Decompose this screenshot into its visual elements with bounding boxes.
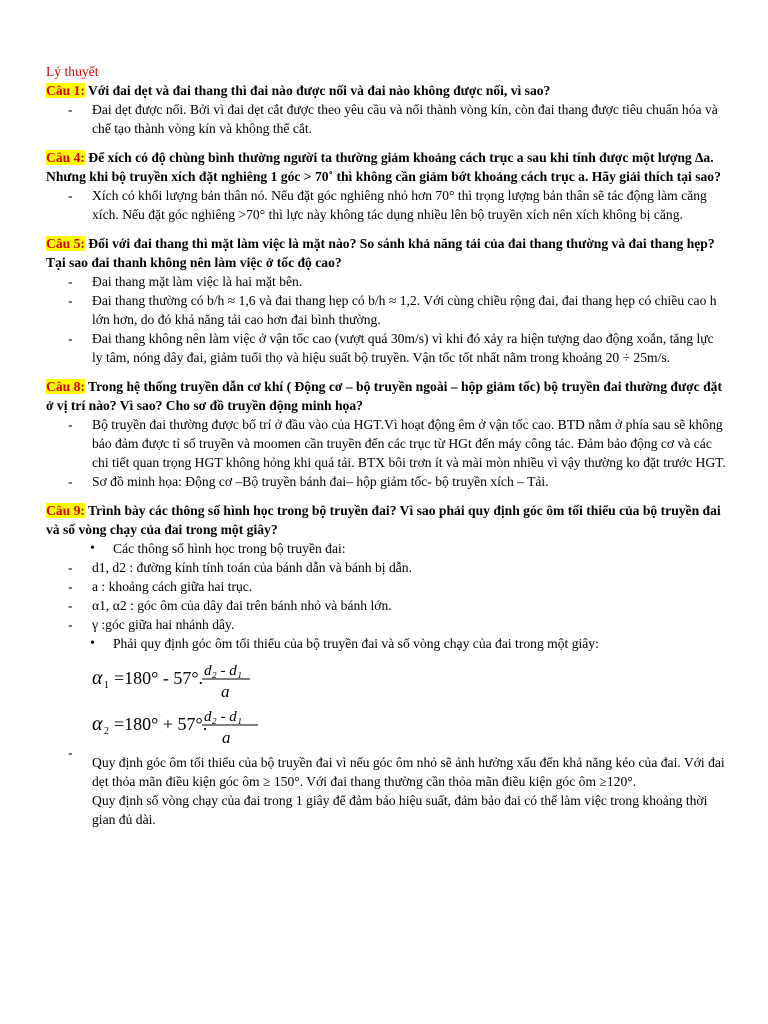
bullet-item: • Các thông số hình học trong bộ truyền đai: [46, 539, 726, 558]
answer-item: - Sơ đồ minh họa: Động cơ –Bộ truyền bánh đai– hộp giảm tốc- bộ truyền xích – Tải. [46, 472, 726, 491]
answer-list [46, 100, 726, 138]
formula-sub: 1 [104, 680, 109, 691]
question-label: Câu 1: [46, 83, 85, 98]
answer-item: - Đai dẹt được nối. Bởi vì đai dẹt cắt được theo yêu cầu và nối thành vòng kín, còn đai thang được tiêu chuẩn hóa và chế tạo thành vòng kín và không thể cắt. [46, 100, 726, 138]
list-dash: - [68, 745, 73, 760]
formula-rhs: =180° + 57°. [114, 714, 208, 734]
answer-item: - α1, α2 : góc ôm của dây đai trên bánh nhỏ và bánh lớn. [46, 596, 726, 615]
question-text: Với đai dẹt và đai thang thì đai nào được nối và đai nào không được nối, vì sao? [84, 83, 551, 98]
formula-numerator: d₂ - d₁ [204, 663, 242, 679]
answer-list-9 [46, 539, 726, 653]
answer-item: - d1, d2 : đường kính tính toán của bánh dẫn và bánh bị dẫn. [46, 558, 726, 577]
formula-denominator: a [222, 728, 231, 747]
formula-2 [92, 709, 258, 747]
formula-1 [92, 663, 250, 701]
questions-container [46, 81, 726, 491]
answer-item: - Bộ truyền đai thường được bố trí ở đầu vào của HGT.Vì hoạt động êm ở vận tốc cao. BTD nằm ở phía sau sẽ không bảo đảm được tỉ số truyền và moomen cần truyền đến các trục từ HGt đến máy công tác. Đảm bảo động cơ và các chi tiết quan trọng HGT không hỏng khi quá tải. BTX bôi trơn ít và mài mòn nhiều vì vậy thường ko đặt trước HGT. [46, 415, 726, 472]
answer-list [46, 272, 726, 367]
formula-sub: 2 [104, 726, 109, 737]
question-9 [46, 501, 726, 539]
formula-numerator: d₂ - d₁ [204, 709, 242, 725]
question-text: Để xích có độ chùng bình thường người ta thường giảm khoảng cách trục a sau khi tính được một lượng ∆a. Nhưng khi bộ truyền xích đặt nghiêng 1 góc > 70˚ thì không cần giảm bớt khoảng cách trục a. Hãy giải thích tại sao? [46, 150, 721, 184]
explanation-paragraph: Quy định góc ôm tối thiểu của bộ truyền đai vì nếu góc ôm nhỏ sẽ ảnh hưởng xấu đến khả năng kéo của đai. Với đai dẹt thỏa mãn điều kiện góc ôm ≥ 150°. Với đai thang thường cần thỏa mãn điều kiện góc ôm ≥120°. [92, 755, 725, 789]
formula-denominator: a [221, 682, 230, 701]
explanation-paragraph: Quy định số vòng chạy của đai trong 1 giây để đảm bảo hiệu suất, đảm bảo đai có thể làm việc trong khoảng thời gian đủ dài. [92, 793, 708, 827]
answer-list [46, 186, 726, 224]
question-label: Câu 9: [46, 503, 85, 518]
question-label: Câu 8: [46, 379, 85, 394]
question-label: Câu 5: [46, 236, 85, 251]
question-text: Đối với đai thang thì mặt làm việc là mặt nào? So sánh khả năng tải của đai thang thường và đai thang hẹp?Tại sao đai thanh không nên làm việc ở tốc độ cao? [46, 236, 715, 270]
answer-item: - Đai thang không nên làm việc ở vận tốc cao (vượt quá 30m/s) vì khi đó xảy ra hiện tượng dao động xoắn, tăng lực ly tâm, nóng dây đai, giảm tuổi thọ và hiệu suất bộ truyền. Vận tốc tốt nhất nằm trong khoảng 20 ÷ 25m/s. [46, 329, 726, 367]
formula-lhs: α [92, 713, 103, 735]
formula-lhs: α [92, 667, 103, 689]
document-body [46, 62, 726, 829]
question-text: Trình bày các thông số hình học trong bộ truyền đai? Vì sao phải quy định góc ôm tối thiểu của bộ truyền đai và số vòng chạy của đai trong một giây? [46, 503, 721, 537]
question-text: Trong hệ thống truyền dẫn cơ khí ( Động cơ – bộ truyền ngoài – hộp giảm tốc) bộ truyền đai thường được đặt ở vị trí nào? Vì sao? Cho sơ đồ truyền động minh họa? [46, 379, 722, 413]
formula-rhs: =180° - 57°. [114, 668, 204, 688]
question [46, 234, 726, 272]
answer-list [46, 415, 726, 491]
answer-item: - γ :góc giữa hai nhánh dây. [46, 615, 726, 634]
question [46, 148, 726, 186]
answer-item: - a : khoảng cách giữa hai trục. [46, 577, 726, 596]
answer-item: - Đai thang thường có b/h ≈ 1,6 và đai thang hẹp có b/h ≈ 1,2. Với cùng chiều rộng đai, đai thang hẹp có chiều cao h lớn hơn, do đó khả năng tải cao hơn đai bình thường. [46, 291, 726, 329]
formula-svg [92, 655, 352, 751]
formula-block [46, 655, 726, 760]
answer-item: - Đai thang mặt làm việc là hai mặt bên. [46, 272, 726, 291]
question [46, 81, 726, 100]
question-label: Câu 4: [46, 150, 85, 165]
section-heading: Lý thuyết [46, 64, 99, 79]
answer-item: - Xích có khối lượng bản thân nó. Nếu đặt góc nghiêng nhỏ hơn 70° thì trọng lượng bản thân sẽ tác động làm căng xích. Nếu đặt góc nghiêng >70° thì lực này không tác dụng nhiều lên bộ truyền xích nên xích không bị căng. [46, 186, 726, 224]
bullet-item: • Phải quy định góc ôm tối thiểu của bộ truyền đai và số vòng chạy của đai trong một giây: [46, 634, 726, 653]
question [46, 377, 726, 415]
